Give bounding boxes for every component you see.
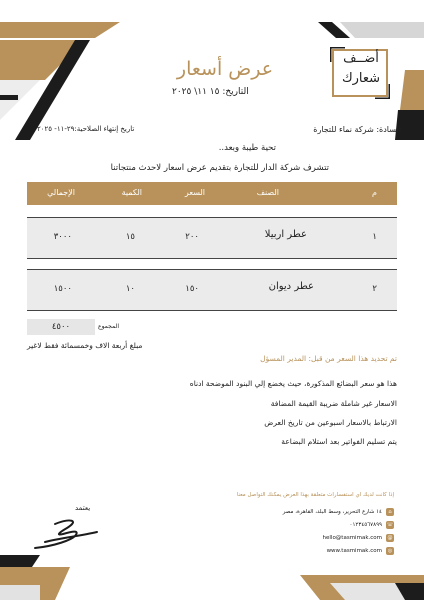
priced-by: تم تحديد هذا السعر من قبل: المدير المسؤل — [260, 354, 397, 363]
approved-label: يعتمد — [75, 504, 91, 512]
row-price: ٢٠٠ — [185, 232, 199, 242]
table-header — [27, 182, 397, 205]
header-price: السعر — [184, 188, 205, 197]
row-qty: ١٠ — [125, 284, 135, 294]
email-icon: @ — [387, 535, 393, 541]
logo-text-line1: أضــف — [343, 51, 379, 66]
row-item: عطر اربيلا — [264, 229, 307, 240]
expiry-date: تاريخ إنتهاء الصلاحية:٢٩-١١- ٢٠٢٥ — [37, 125, 135, 133]
email-text[interactable]: hello@tasmimak.com — [322, 535, 382, 541]
address-text: ١٤ شارع التحرير، وسط البلد، القاهرة، مصر — [282, 509, 382, 515]
row-item: عطر ديوان — [268, 281, 314, 292]
row-total: ٣٠٠٠ — [53, 232, 72, 242]
row-qty: ١٥ — [125, 232, 135, 242]
table-row — [27, 217, 397, 259]
row-no: ١ — [372, 232, 377, 242]
phone-text: ٠١٢٣٤٥٦٧٨٩٩ — [349, 522, 382, 528]
contact-website[interactable] — [327, 547, 394, 555]
header-no: م — [372, 188, 377, 197]
total-box — [27, 319, 95, 335]
contact-title: إذا كانت لديك اي استفسارات متعلقة بهذا العرض يمكنك التواصل معنا — [236, 492, 394, 498]
location-icon: ⌂ — [386, 508, 394, 516]
client-name: السادة: شركة نماء للتجارة — [313, 125, 401, 134]
header-total: الإجمالي — [47, 188, 75, 197]
row-price: ١٥٠ — [185, 284, 199, 294]
phone-icon: ☏ — [386, 522, 394, 528]
total-label: المجموع — [98, 323, 119, 330]
document-title: عرض أسعار — [176, 58, 274, 80]
greeting-text: تحية طيبة وبعد.. — [218, 143, 276, 153]
table-row — [27, 269, 397, 311]
contact-phone — [350, 521, 395, 529]
total-value: ٤٥٠٠ — [51, 322, 71, 332]
note-item: هذا هو سعر البضائع المذكورة، حيث يخضع إلي البنود الموضحة ادناه — [189, 379, 397, 388]
logo-placeholder — [330, 47, 390, 99]
web-icon: ◎ — [387, 548, 393, 554]
bottom-decoration — [0, 555, 424, 600]
header-qty: الكمية — [121, 188, 142, 197]
amount-in-words: مبلغ أربعة الاف وخمسمائة فقط لاغير — [27, 341, 143, 350]
intro-text: تتشرف شركة الدار للتجارة بتقديم عرض اسعار لاحدث منتجاتنا — [110, 163, 329, 173]
row-total: ١٥٠٠ — [53, 284, 72, 294]
row-no: ٢ — [372, 284, 377, 294]
note-item: يتم تسليم الفواتير بعد استلام البضاعة — [281, 437, 397, 446]
note-item: الارتباط بالاسعار اسبوعين من تاريخ العرض — [264, 418, 397, 427]
header-item: الصنف — [256, 188, 279, 197]
note-item: الاسعار غير شاملة ضريبة القيمة المضافة — [270, 399, 397, 408]
contact-address — [283, 508, 394, 516]
logo-text-line2: شعارك — [341, 71, 381, 86]
document-date: التاريخ: ١٥ ١١\ ٢٠٢٥ — [172, 87, 249, 97]
contact-email[interactable] — [323, 534, 394, 542]
website-text[interactable]: www.tasmimak.com — [326, 548, 382, 554]
signature — [25, 512, 105, 552]
